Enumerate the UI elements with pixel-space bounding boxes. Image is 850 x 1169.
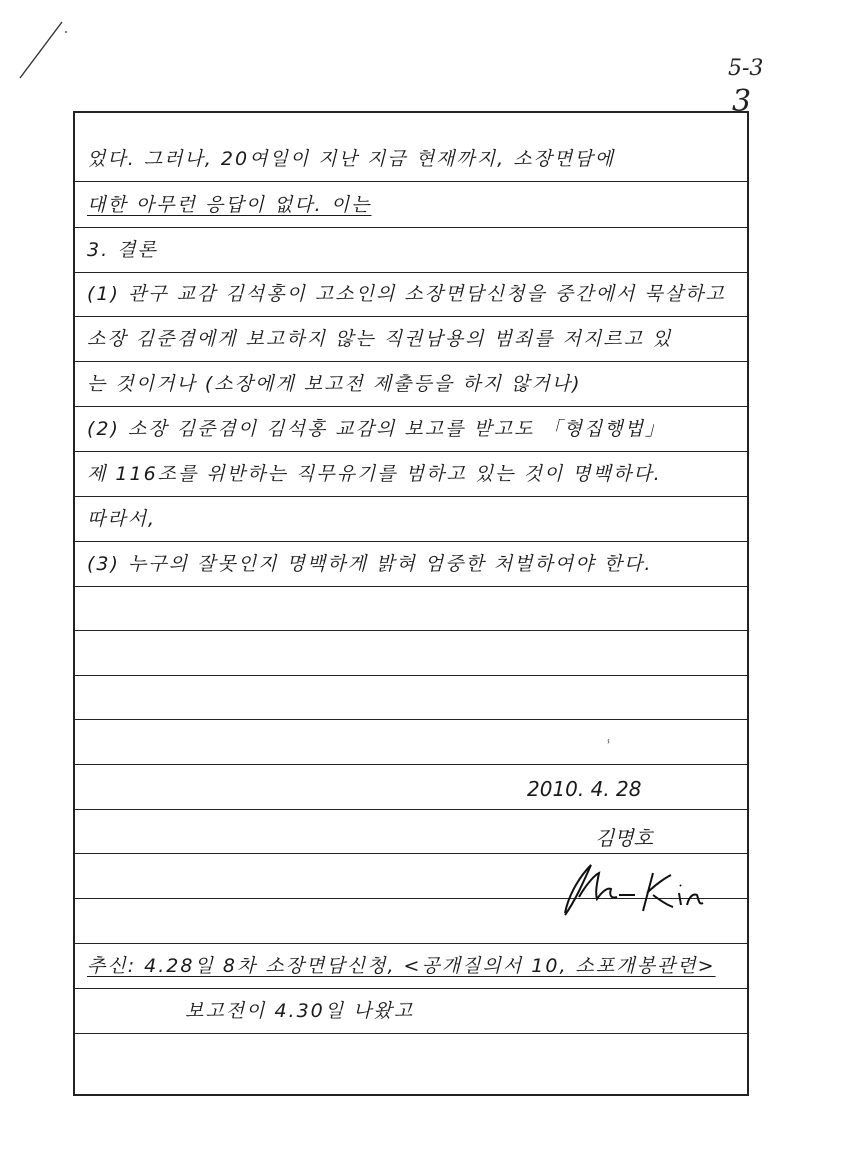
lined-sheet xyxy=(73,111,749,1096)
body-line: 따라서, xyxy=(87,508,157,530)
rule-line xyxy=(75,496,747,497)
body-line: 는 것이거나 (소장에게 보고전 제출등을 하지 않거나) xyxy=(87,373,582,395)
rule-line xyxy=(75,316,747,317)
signature xyxy=(535,853,735,923)
page-number-top: 5-3 xyxy=(728,56,764,81)
rule-line xyxy=(75,719,747,720)
body-line: (1) 관구 교감 김석홍이 고소인의 소장면담신청을 중간에서 묵살하고 xyxy=(87,283,726,305)
rule-line xyxy=(75,541,747,542)
pen-mark xyxy=(18,20,68,80)
rule-line xyxy=(75,809,747,810)
rule-line xyxy=(75,675,747,676)
author-name: 김명호 xyxy=(595,826,653,850)
body-line: (2) 소장 김준겸이 김석홍 교감의 보고를 받고도 「형집행법」 xyxy=(87,418,666,440)
body-line: (3) 누구의 잘못인지 명백하게 밝혀 엄중한 처벌하여야 한다. xyxy=(87,553,653,575)
rule-line xyxy=(75,630,747,631)
body-line: 었다. 그러나, 20여일이 지난 지금 현재까지, 소장면담에 xyxy=(87,148,615,170)
rule-line xyxy=(75,406,747,407)
rule-line xyxy=(75,988,747,989)
section-heading: 3. 결론 xyxy=(87,239,158,261)
rule-line xyxy=(75,1033,747,1034)
rule-line xyxy=(75,586,747,587)
rule-line xyxy=(75,361,747,362)
stray-mark: ⸯ xyxy=(605,740,612,754)
body-line: 소장 김준겸에게 보고하지 않는 직권남용의 범죄를 저지르고 있 xyxy=(87,328,673,350)
rule-line xyxy=(75,227,747,228)
rule-line xyxy=(75,272,747,273)
body-line: 대한 아무런 응답이 없다. 이는 xyxy=(87,194,372,216)
rule-line xyxy=(75,181,747,182)
postscript-line: 추신: 4.28일 8차 소장면담신청, <공개질의서 10, 소포개봉관련> xyxy=(87,955,716,977)
rule-line xyxy=(75,943,747,944)
page-number: 3 xyxy=(732,84,752,119)
date: 2010. 4. 28 xyxy=(527,777,642,801)
postscript-line: 보고전이 4.30일 나왔고 xyxy=(185,1000,415,1022)
body-line: 제 116조를 위반하는 직무유기를 범하고 있는 것이 명백하다. xyxy=(87,463,662,485)
rule-line xyxy=(75,764,747,765)
rule-line xyxy=(75,451,747,452)
